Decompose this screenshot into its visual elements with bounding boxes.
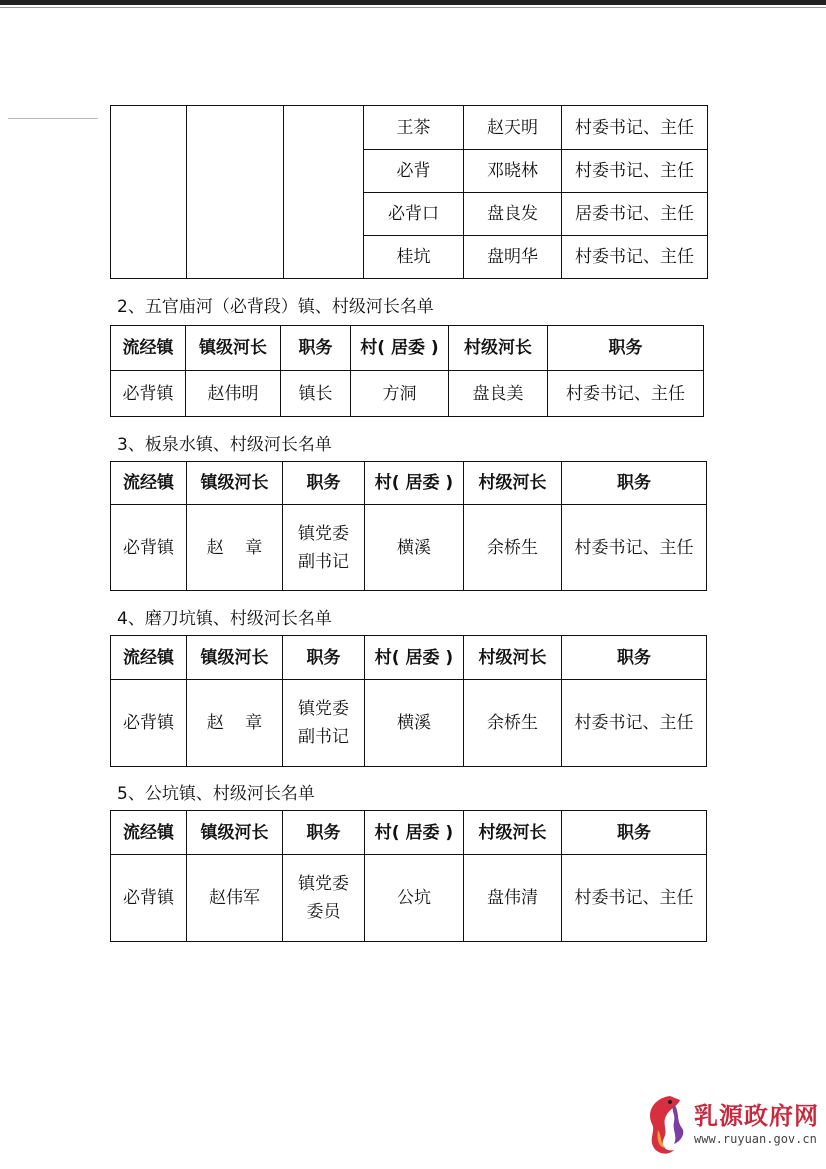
position-cell: 村委书记、主任 <box>562 150 708 193</box>
table-header-row <box>111 462 707 505</box>
column-header: 职务 <box>548 326 704 371</box>
village-cell: 公坑 <box>365 855 464 942</box>
column-header: 村( 居委 ) <box>365 811 464 855</box>
column-header: 职务 <box>283 462 365 505</box>
watermark-title: 乳源政府网 <box>694 1101 819 1130</box>
position-cell: 村委书记、主任 <box>562 236 708 279</box>
column-header: 流经镇 <box>111 462 187 505</box>
position-line: 委员 <box>306 902 341 922</box>
village-chief-cell: 盘良美 <box>449 371 548 417</box>
town-position-cell <box>283 680 365 767</box>
river-chief-table <box>110 810 707 942</box>
village-cell: 必背 <box>364 150 464 193</box>
dragon-logo-icon <box>640 1090 688 1160</box>
site-watermark <box>640 1090 820 1160</box>
table-header-row <box>111 326 704 371</box>
section-heading: 2、五官庙河（必背段）镇、村级河长名单 <box>117 297 434 317</box>
position-cell: 村委书记、主任 <box>562 505 707 591</box>
village-chief-cell: 余桥生 <box>464 680 562 767</box>
column-header: 村( 居委 ) <box>365 636 464 680</box>
position-line: 副书记 <box>298 727 349 747</box>
village-chief-cell: 余桥生 <box>464 505 562 591</box>
village-chief-cell: 赵天明 <box>464 106 562 150</box>
town-chief-cell: 赵伟明 <box>186 371 281 417</box>
table-row <box>111 680 707 767</box>
position-cell: 居委书记、主任 <box>562 193 708 236</box>
position-cell: 村委书记、主任 <box>548 371 704 417</box>
table-header-row <box>111 636 707 680</box>
column-header: 流经镇 <box>111 326 186 371</box>
position-line: 镇党委 <box>298 874 349 894</box>
column-header: 村( 居委 ) <box>351 326 449 371</box>
cell-empty <box>111 106 187 279</box>
position-cell: 村委书记、主任 <box>562 855 707 942</box>
village-cell: 王茶 <box>364 106 464 150</box>
village-cell: 方洞 <box>351 371 449 417</box>
column-header: 职务 <box>562 811 707 855</box>
town-cell: 必背镇 <box>111 371 186 417</box>
village-chief-cell: 盘明华 <box>464 236 562 279</box>
watermark-url: www.ruyuan.gov.cn <box>694 1132 817 1146</box>
town-cell: 必背镇 <box>111 505 187 591</box>
river-chief-table <box>110 461 707 591</box>
column-header: 村级河长 <box>464 636 562 680</box>
column-header: 镇级河长 <box>187 636 283 680</box>
column-header: 流经镇 <box>111 636 187 680</box>
position-line: 副书记 <box>298 551 349 572</box>
village-cell: 必背口 <box>364 193 464 236</box>
column-header: 职务 <box>283 636 365 680</box>
column-header: 职务 <box>562 636 707 680</box>
village-chief-cell: 盘良发 <box>464 193 562 236</box>
cell-empty <box>187 106 284 279</box>
section-heading: 5、公坑镇、村级河长名单 <box>117 784 315 804</box>
column-header: 职务 <box>281 326 351 371</box>
column-header: 职务 <box>283 811 365 855</box>
river-chief-table <box>110 325 704 417</box>
town-chief-cell: 赵伟军 <box>187 855 283 942</box>
village-cell: 横溪 <box>365 680 464 767</box>
column-header: 镇级河长 <box>187 462 283 505</box>
village-cell: 横溪 <box>365 505 464 591</box>
column-header: 职务 <box>562 462 707 505</box>
column-header: 村级河长 <box>464 462 562 505</box>
town-cell: 必背镇 <box>111 680 187 767</box>
scan-top-border-thin <box>0 7 826 8</box>
column-header: 村级河长 <box>449 326 548 371</box>
scan-top-border <box>0 0 826 5</box>
position-cell: 村委书记、主任 <box>562 106 708 150</box>
position-cell: 村委书记、主任 <box>562 680 707 767</box>
table-row <box>111 371 704 417</box>
table-row <box>111 855 707 942</box>
position-line: 镇党委 <box>298 523 349 544</box>
position-line: 镇党委 <box>298 699 349 719</box>
cell-empty <box>284 106 364 279</box>
column-header: 镇级河长 <box>187 811 283 855</box>
column-header: 镇级河长 <box>186 326 281 371</box>
column-header: 村级河长 <box>464 811 562 855</box>
town-chief-cell: 赵 章 <box>187 680 283 767</box>
table-row <box>111 505 707 591</box>
town-position-cell: 镇长 <box>281 371 351 417</box>
river-chief-table <box>110 635 707 767</box>
town-chief-cell: 赵 章 <box>187 505 283 591</box>
section-heading: 4、磨刀坑镇、村级河长名单 <box>117 609 332 629</box>
village-chief-cell: 盘伟清 <box>464 855 562 942</box>
column-header: 村( 居委 ) <box>365 462 464 505</box>
table-header-row <box>111 811 707 855</box>
scan-speck <box>8 118 98 119</box>
village-chief-cell: 邓晓林 <box>464 150 562 193</box>
village-cell: 桂坑 <box>364 236 464 279</box>
town-position-cell <box>283 855 365 942</box>
town-cell: 必背镇 <box>111 855 187 942</box>
section-heading: 3、板泉水镇、村级河长名单 <box>117 435 332 455</box>
table-row <box>111 106 708 150</box>
table-continuation <box>110 105 708 279</box>
town-position-cell <box>283 505 365 591</box>
column-header: 流经镇 <box>111 811 187 855</box>
